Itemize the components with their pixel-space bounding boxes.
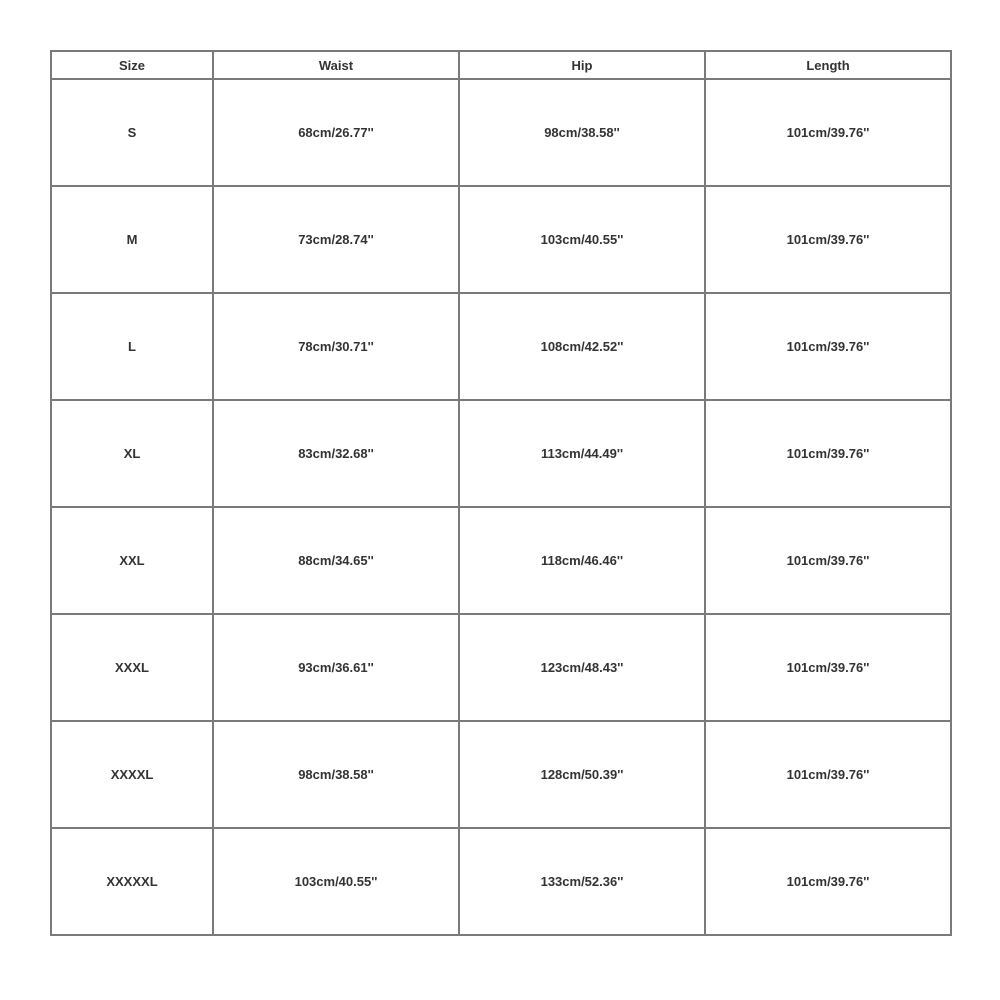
cell-size: S bbox=[51, 79, 213, 186]
size-chart-table bbox=[50, 50, 952, 936]
cell-waist: 93cm/36.61'' bbox=[213, 614, 459, 721]
cell-waist: 83cm/32.68'' bbox=[213, 400, 459, 507]
cell-hip: 108cm/42.52'' bbox=[459, 293, 705, 400]
table-row bbox=[51, 79, 951, 186]
cell-hip: 118cm/46.46'' bbox=[459, 507, 705, 614]
cell-waist: 78cm/30.71'' bbox=[213, 293, 459, 400]
cell-length: 101cm/39.76'' bbox=[705, 186, 951, 293]
table-header-row bbox=[51, 51, 951, 79]
table-row bbox=[51, 507, 951, 614]
cell-length: 101cm/39.76'' bbox=[705, 507, 951, 614]
table-row bbox=[51, 721, 951, 828]
cell-size: XXXXL bbox=[51, 721, 213, 828]
cell-waist: 73cm/28.74'' bbox=[213, 186, 459, 293]
header-size: Size bbox=[51, 51, 213, 79]
header-hip: Hip bbox=[459, 51, 705, 79]
cell-waist: 68cm/26.77'' bbox=[213, 79, 459, 186]
cell-hip: 103cm/40.55'' bbox=[459, 186, 705, 293]
cell-length: 101cm/39.76'' bbox=[705, 79, 951, 186]
cell-length: 101cm/39.76'' bbox=[705, 293, 951, 400]
header-waist: Waist bbox=[213, 51, 459, 79]
table-row bbox=[51, 614, 951, 721]
cell-size: XL bbox=[51, 400, 213, 507]
cell-size: L bbox=[51, 293, 213, 400]
table-row bbox=[51, 186, 951, 293]
cell-waist: 98cm/38.58'' bbox=[213, 721, 459, 828]
cell-hip: 98cm/38.58'' bbox=[459, 79, 705, 186]
cell-waist: 88cm/34.65'' bbox=[213, 507, 459, 614]
cell-size: XXXXXL bbox=[51, 828, 213, 935]
cell-hip: 123cm/48.43'' bbox=[459, 614, 705, 721]
cell-hip: 113cm/44.49'' bbox=[459, 400, 705, 507]
table-row bbox=[51, 400, 951, 507]
header-length: Length bbox=[705, 51, 951, 79]
cell-size: M bbox=[51, 186, 213, 293]
cell-hip: 133cm/52.36'' bbox=[459, 828, 705, 935]
cell-waist: 103cm/40.55'' bbox=[213, 828, 459, 935]
cell-length: 101cm/39.76'' bbox=[705, 614, 951, 721]
cell-length: 101cm/39.76'' bbox=[705, 721, 951, 828]
cell-length: 101cm/39.76'' bbox=[705, 828, 951, 935]
table-row bbox=[51, 293, 951, 400]
cell-hip: 128cm/50.39'' bbox=[459, 721, 705, 828]
cell-size: XXL bbox=[51, 507, 213, 614]
table-row bbox=[51, 828, 951, 935]
cell-length: 101cm/39.76'' bbox=[705, 400, 951, 507]
cell-size: XXXL bbox=[51, 614, 213, 721]
